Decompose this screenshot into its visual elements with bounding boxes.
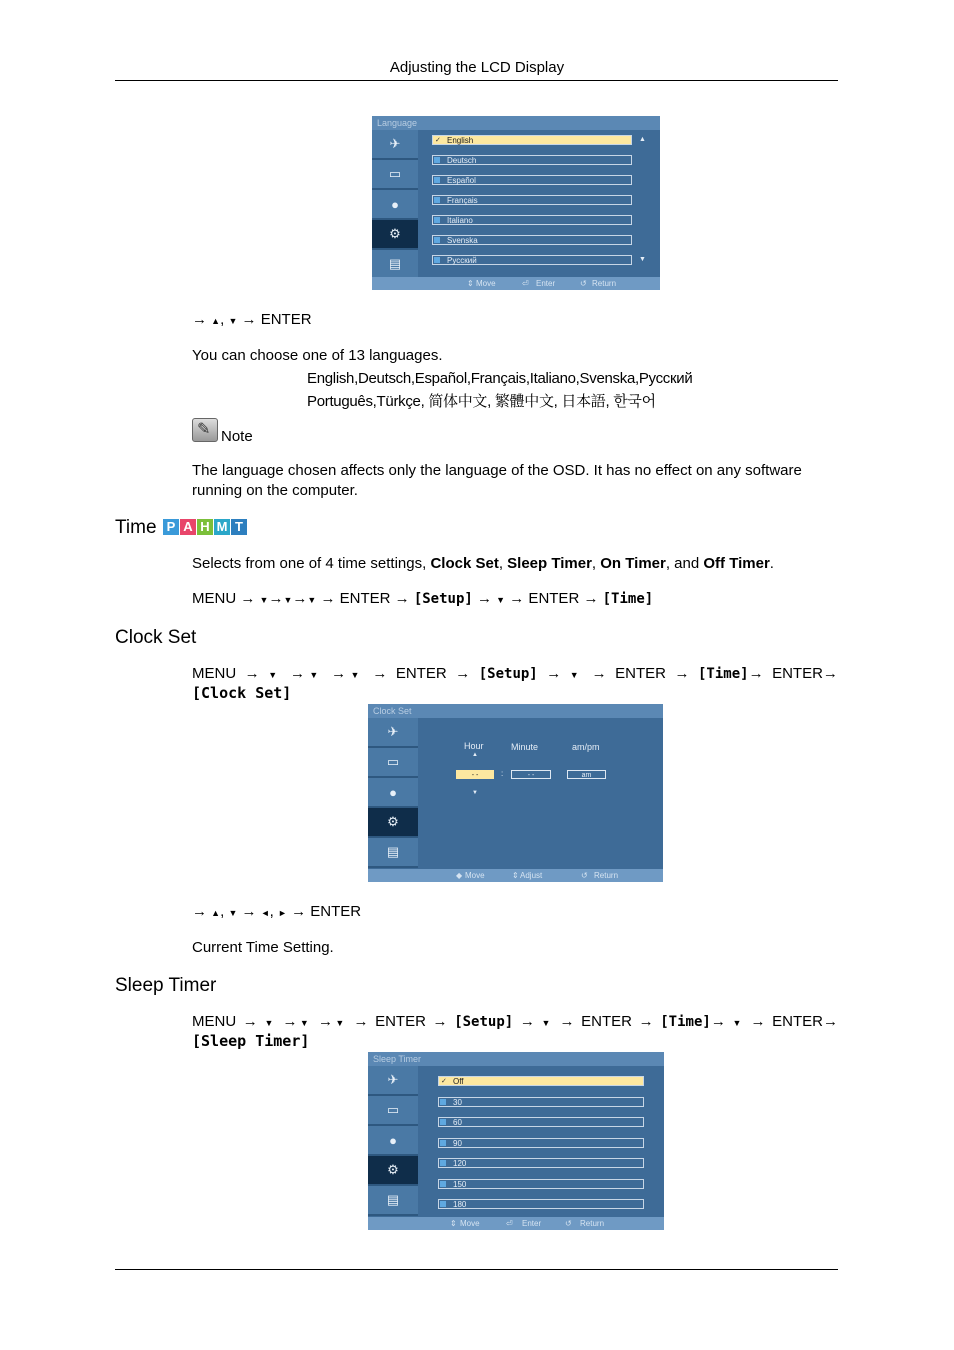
languages-line-1: English,Deutsch,Español,Français,Italiano,Svenska,Русский (307, 370, 693, 387)
nav-enter: → ENTER (241, 311, 312, 328)
opt-clock-set: Clock Set (430, 555, 499, 572)
down-arrow-icon: ▼ (297, 1018, 312, 1028)
osd-item: 90 (438, 1138, 644, 1148)
badge-a: A (180, 519, 196, 535)
minute-label: Minute (511, 742, 539, 752)
language-desc: You can choose one of 13 languages. (192, 347, 443, 364)
osd-title: Clock Set (368, 704, 663, 718)
multi-icon: ▤ (372, 250, 418, 280)
sleep-timer-osd (368, 1052, 664, 1230)
move-icon: ◆ (456, 871, 463, 880)
scroll-up-icon: ▲ (639, 136, 646, 143)
osd-item: Français (432, 195, 632, 205)
setup-icon: ⚙ (368, 808, 418, 838)
path-enter: → ENTER → (559, 1013, 654, 1030)
footer-rule (115, 1269, 838, 1270)
period: . (769, 555, 774, 572)
hour-label: Hour (464, 741, 484, 751)
down-arrow-icon: ▼ (268, 670, 282, 680)
path-setup: [Setup] (478, 666, 538, 682)
sleep-timer-target: [Sleep Timer] (192, 1032, 310, 1050)
path-time: [Time] (698, 666, 749, 682)
setup-icon: ⚙ (372, 220, 418, 250)
path-setup: [Setup] (413, 591, 473, 607)
badge-h: H (197, 519, 213, 535)
down-arrow-icon: ▼ (569, 670, 584, 680)
nav-separator: , (220, 311, 225, 328)
path-menu: MENU → (192, 665, 260, 682)
time-path: MENU → ▼→▼→▼ → ENTER → [Setup] → ▼ → ENTER → [Time] (192, 590, 654, 607)
path-enter: → ENTER → (353, 1013, 448, 1030)
path-setup: [Setup] (454, 1014, 514, 1030)
clock-set-path: MENU → ▼ →▼ →▼ → ENTER → [Setup] → ▼ → ENTER → [Time]→ ENTER→ (192, 665, 838, 682)
path-time: [Time] (602, 591, 654, 607)
picture-icon: ✈ (372, 130, 418, 160)
osd-title: Language (372, 116, 660, 130)
language-nav-path (192, 310, 312, 331)
return-icon: ↺ (565, 1219, 572, 1228)
sep: , (591, 555, 601, 572)
down-arrow-icon: ▼ (259, 595, 269, 605)
page-header-title: Adjusting the LCD Display (389, 59, 565, 76)
footer-return-label: Return (592, 279, 617, 288)
hour-down-icon: ▼ (472, 790, 478, 796)
clock-set-heading: Clock Set (115, 627, 197, 648)
opt-sleep-timer: Sleep Timer (507, 555, 592, 572)
osd-item: Русский (432, 255, 632, 265)
sound-icon: ▭ (368, 748, 418, 778)
osd-sidebar (368, 718, 418, 868)
osd-item: Italiano (432, 215, 632, 225)
osd-title: Sleep Timer (368, 1052, 664, 1066)
note-label: Note (221, 428, 253, 445)
osd-item: Svenska (432, 235, 632, 245)
sound-icon: ▭ (368, 1096, 418, 1126)
path-enter: → ENTER → (320, 590, 410, 607)
enter-icon: ⏎ (506, 1219, 513, 1228)
opt-off-timer: Off Timer (703, 555, 770, 572)
opt-on-timer: On Timer (600, 555, 666, 572)
sleep-timer-heading: Sleep Timer (115, 975, 217, 996)
down-arrow-icon: ▼ (228, 316, 238, 326)
note-icon (192, 418, 218, 447)
arrow-right: → (192, 311, 207, 328)
setup-icon: ⚙ (368, 1156, 418, 1186)
footer-enter-label: Enter (522, 1219, 542, 1228)
down-arrow-icon: ▼ (732, 1018, 744, 1028)
multi-icon: ▤ (368, 838, 418, 868)
path-enter: → ENTER → (509, 590, 599, 607)
nav-enter: → ENTER (291, 903, 362, 920)
language-osd (372, 116, 660, 290)
hour-up-icon: ▲ (472, 752, 478, 758)
down-arrow-icon: ▼ (307, 595, 317, 605)
clock-desc: Current Time Setting. (192, 939, 334, 956)
minute-field: - - (511, 770, 551, 779)
badge-p: P (163, 519, 179, 535)
path-time: [Time] (660, 1014, 711, 1030)
osd-footer (372, 277, 660, 290)
osd-item: 180 (438, 1199, 644, 1209)
osd-sidebar (368, 1066, 418, 1216)
up-arrow-icon: ▲ (211, 908, 221, 918)
down-arrow-icon: ▼ (346, 670, 364, 680)
right-arrow-icon: ► (277, 908, 287, 918)
left-arrow-icon: ◄ (260, 908, 270, 918)
footer-move-label: Move (476, 279, 496, 288)
path-menu: MENU → (192, 1013, 258, 1030)
footer-adjust-label: Adjust (520, 871, 543, 880)
down-arrow-icon: ▼ (541, 1018, 553, 1028)
osd-item: 150 (438, 1179, 644, 1189)
sleep-timer-path: MENU → ▼ →▼ →▼ → ENTER → [Setup] → ▼ → ENTER → [Time]→ ▼ → ENTER→ (192, 1013, 838, 1030)
clock-set-target: [Clock Set] (192, 684, 292, 702)
adjust-icon: ⇕ (512, 871, 519, 880)
time-desc-pre: Selects from one of 4 time settings, (192, 555, 431, 572)
osd-item: Deutsch (432, 155, 632, 165)
badge-t: T (231, 519, 247, 535)
sep: , (498, 555, 508, 572)
path-enter: → ENTER→ (750, 1013, 838, 1030)
return-icon: ↺ (580, 279, 587, 288)
time-colon: : (501, 769, 504, 778)
enter-icon: ⏎ (522, 279, 529, 288)
clock-set-osd (368, 704, 663, 882)
note-text: The language chosen affects only the language of the OSD. It has no effect on any software running on the computer. (192, 462, 802, 499)
disc-icon: ● (368, 1126, 418, 1156)
osd-footer (368, 869, 663, 882)
down-arrow-icon: ▼ (496, 595, 506, 605)
down-arrow-icon: ▼ (332, 1018, 347, 1028)
ampm-field: am (567, 770, 606, 779)
multi-icon: ▤ (368, 1186, 418, 1216)
sep: , and (665, 555, 704, 572)
scroll-down-icon: ▼ (639, 256, 646, 263)
disc-icon: ● (368, 778, 418, 808)
osd-item: 30 (438, 1097, 644, 1107)
return-icon: ↺ (581, 871, 588, 880)
osd-item: ✓ English (432, 135, 632, 145)
footer-return-label: Return (580, 1219, 605, 1228)
path-enter: → ENTER→ (748, 665, 838, 682)
down-arrow-icon: ▼ (264, 1018, 276, 1028)
up-arrow-icon: ▲ (211, 316, 221, 326)
time-desc (192, 554, 774, 574)
osd-sidebar (372, 130, 418, 276)
mode-badges (163, 518, 248, 536)
badge-m: M (214, 519, 230, 535)
footer-enter-label: Enter (536, 279, 556, 288)
picture-icon: ✈ (368, 718, 418, 748)
path-menu: MENU → (192, 590, 256, 607)
footer-move-label: Move (465, 871, 485, 880)
path-enter: ENTER → (395, 665, 471, 682)
osd-footer (368, 1217, 664, 1230)
sound-icon: ▭ (372, 160, 418, 190)
osd-item: 120 (438, 1158, 644, 1168)
down-arrow-icon: ▼ (283, 595, 293, 605)
picture-icon: ✈ (368, 1066, 418, 1096)
footer-move-label: Move (460, 1219, 480, 1228)
move-icon: ⇕ (467, 279, 474, 288)
osd-item: 60 (438, 1117, 644, 1127)
path-enter: ENTER → (615, 665, 690, 682)
time-heading: Time (115, 517, 157, 538)
down-arrow-icon: ▼ (228, 908, 238, 918)
header-rule (115, 80, 838, 81)
languages-line-2: Português,Türkçe, 简体中文, 繁體中文, 日本語, 한국어 (307, 393, 656, 410)
ampm-label: am/pm (572, 742, 600, 752)
hour-field: - - (456, 770, 494, 779)
clock-nav-path: → ▲, ▼ → ◄, ► → ENTER (192, 903, 362, 920)
disc-icon: ● (372, 190, 418, 220)
down-arrow-icon: ▼ (305, 670, 323, 680)
osd-item: ✓ Off (438, 1076, 644, 1086)
footer-return-label: Return (594, 871, 619, 880)
move-icon: ⇕ (450, 1219, 457, 1228)
osd-item: Español (432, 175, 632, 185)
